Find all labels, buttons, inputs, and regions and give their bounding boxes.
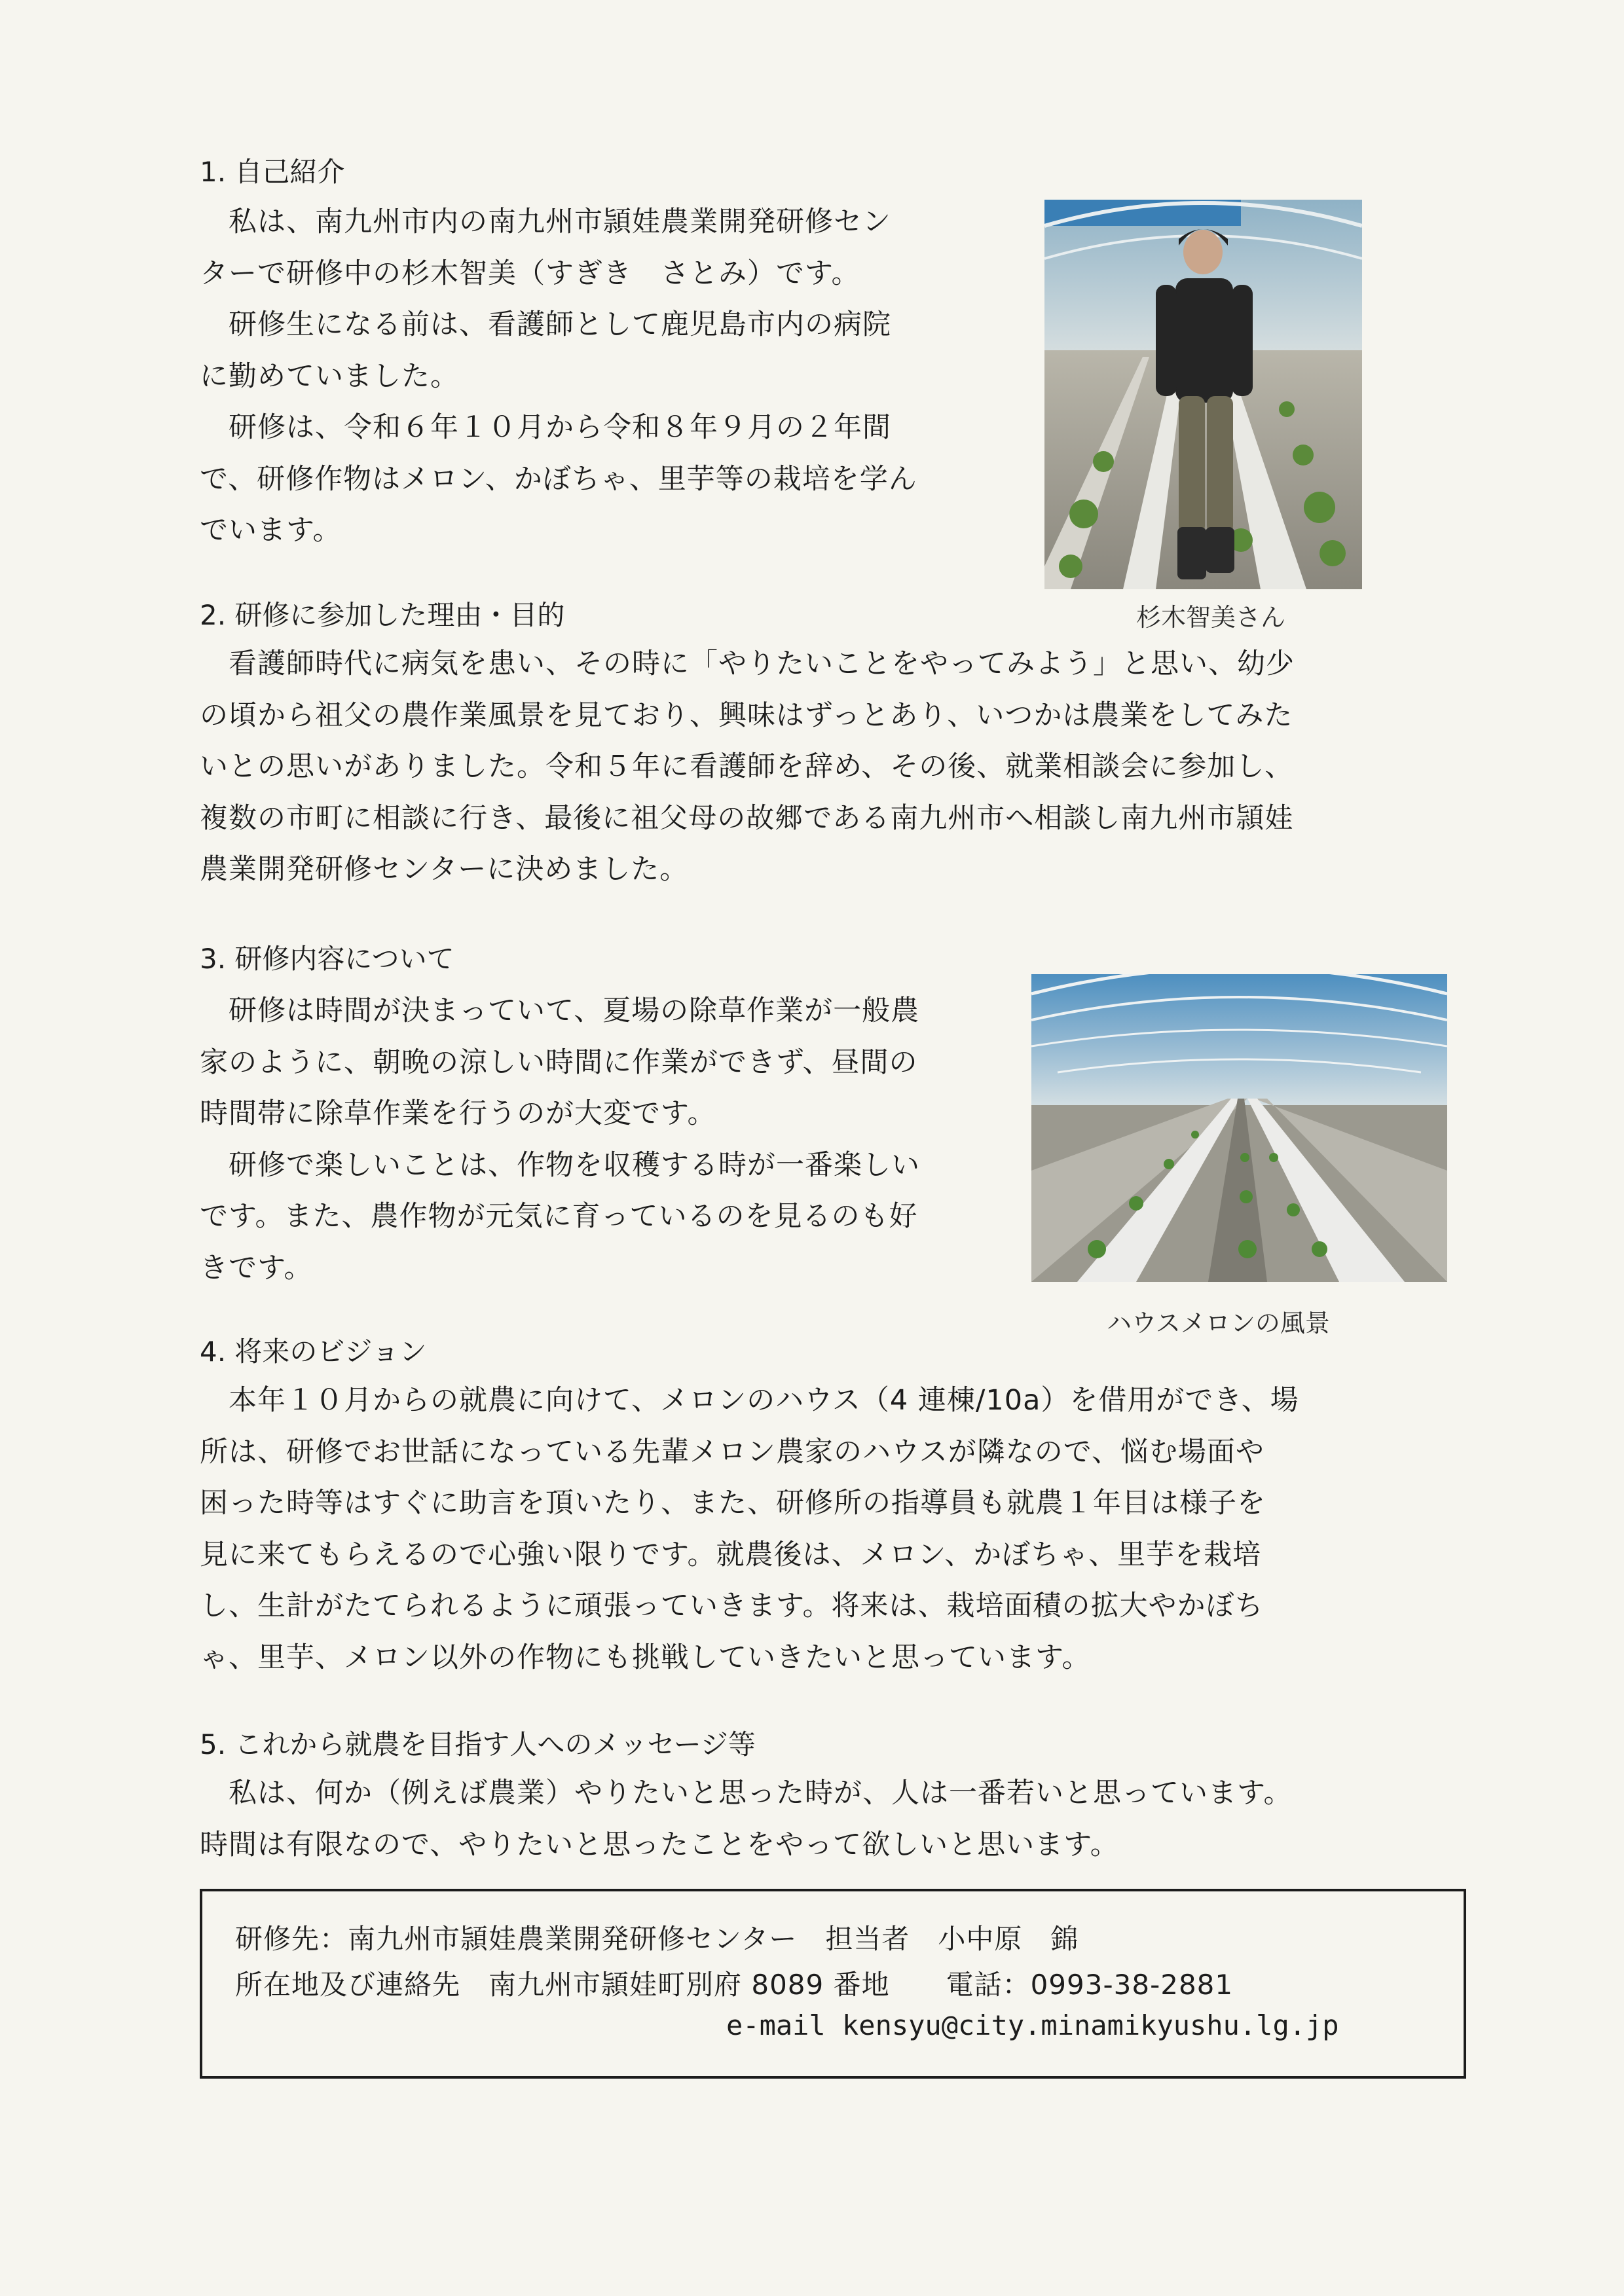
section-1-body <box>200 196 917 556</box>
section-2-line: 看護師時代に病気を患い、その時に「やりたいことをやってみよう」と思い、幼少 <box>200 647 1295 680</box>
section-3-line: です。また、農作物が元気に育っているのを見るのも好 <box>200 1200 918 1233</box>
section-1-line: 研修は、令和６年１０月から令和８年９月の２年間 <box>200 411 891 444</box>
contact-email[interactable]: e-mail kensyu@city.minamikyushu.lg.jp <box>726 2009 1339 2041</box>
greenhouse-photo <box>1031 974 1447 1282</box>
contact-address-phone: 所在地及び連絡先 南九州市頴娃町別府 8089 番地 電話：0993-38-2881 <box>235 1969 1234 2001</box>
portrait-photo <box>1044 200 1362 589</box>
section-3-body <box>200 985 920 1294</box>
section-3-line: 時間帯に除草作業を行うのが大変です。 <box>200 1097 716 1130</box>
section-5-line: 時間は有限なので、やりたいと思ったことをやって欲しいと思います。 <box>200 1828 1119 1861</box>
section-5-line: 私は、何か（例えば農業）やりたいと思った時が、人は一番若いと思っています。 <box>200 1777 1293 1810</box>
section-2-line: 複数の市町に相談に行き、最後に祖父母の故郷である南九州市へ相談し南九州市頴娃 <box>200 801 1294 835</box>
section-1-line: 研修生になる前は、看護師として鹿児島市内の病院 <box>200 308 891 341</box>
section-4-line: し、生計がたてられるように頑張っていきます。将来は、栽培面積の拡大やかぼち <box>200 1590 1264 1622</box>
greenhouse-photo-illustration <box>1031 974 1447 1282</box>
contact-box <box>200 1889 1466 2079</box>
section-1-line: で、研修作物はメロン、かぼちゃ、里芋等の栽培を学ん <box>200 462 917 496</box>
contact-training-center: 研修先：南九州市頴娃農業開発研修センター 担当者 小中原 錦 <box>235 1923 1079 1955</box>
section-3-heading: 3. 研修内容について <box>200 943 454 975</box>
section-4-line: 困った時等はすぐに助言を頂いたり、また、研修所の指導員も就農１年目は様子を <box>200 1487 1266 1520</box>
section-4-line: 本年１０月からの就農に向けて、メロンのハウス（4 連棟/10a）を借用ができ、場 <box>200 1384 1299 1417</box>
section-1-line: 私は、南九州市内の南九州市頴娃農業開発研修セン <box>200 206 891 238</box>
section-4-heading: 4. 将来のビジョン <box>200 1336 427 1368</box>
section-5-body <box>200 1768 1293 1870</box>
section-2-line: いとの思いがありました。令和５年に看護師を辞め、その後、就業相談会に参加し、 <box>200 750 1294 783</box>
section-3-line: きです。 <box>200 1251 313 1285</box>
section-2-heading: 2. 研修に参加した理由・目的 <box>200 599 565 631</box>
portrait-caption: 杉木智美さん <box>1136 603 1286 632</box>
section-1-line: ターで研修中の杉木智美（すぎき さとみ）です。 <box>200 257 860 290</box>
section-3-line: 研修で楽しいことは、作物を収穫する時が一番楽しい <box>200 1148 920 1182</box>
section-4-line: 見に来てもらえるので心強い限りです。就農後は、メロン、かぼちゃ、里芋を栽培 <box>200 1538 1262 1571</box>
section-5-heading: 5. これから就農を目指す人へのメッセージ等 <box>200 1728 756 1760</box>
section-3-line: 家のように、朝晩の涼しい時間に作業ができず、昼間の <box>200 1046 918 1079</box>
section-4-line: ゃ、里芋、メロン以外の作物にも挑戦していきたいと思っています。 <box>200 1641 1091 1674</box>
greenhouse-caption: ハウスメロンの風景 <box>1107 1309 1330 1338</box>
section-4-body <box>200 1375 1299 1683</box>
section-2-line: の頃から祖父の農作業風景を見ており、興味はずっとあり、いつかは農業をしてみた <box>200 699 1293 732</box>
section-1-line: に勤めていました。 <box>200 359 459 393</box>
section-1-line: でいます。 <box>200 514 342 547</box>
section-4-line: 所は、研修でお世話になっている先輩メロン農家のハウスが隣なので、悩む場面や <box>200 1435 1264 1468</box>
section-3-line: 研修は時間が決まっていて、夏場の除草作業が一般農 <box>200 994 920 1027</box>
section-1-heading: 1. 自己紹介 <box>200 156 345 188</box>
portrait-photo-illustration <box>1044 200 1362 589</box>
section-2-line: 農業開発研修センターに決めました。 <box>200 853 689 886</box>
section-2-body <box>200 638 1295 896</box>
